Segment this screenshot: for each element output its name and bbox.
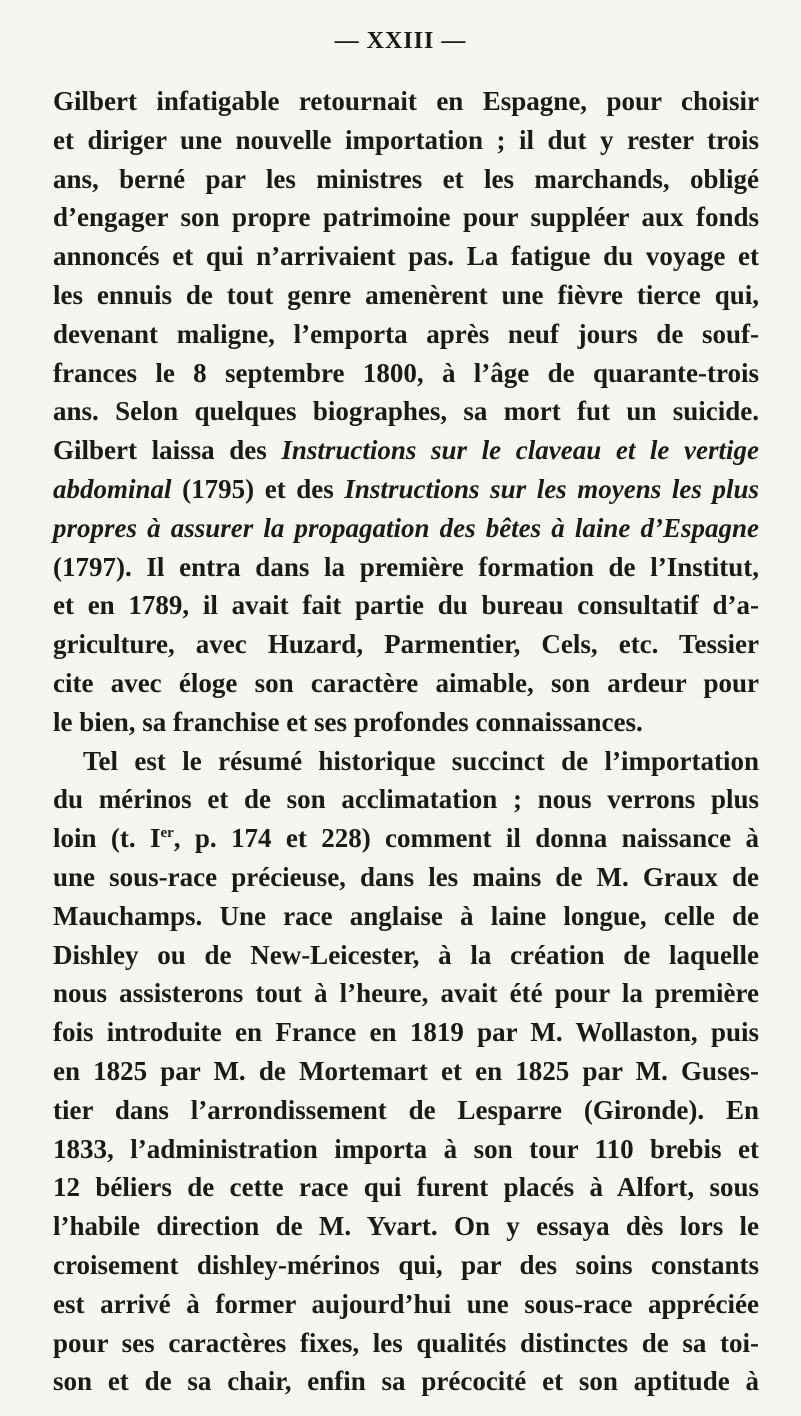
text-segment: annoncés et qui n’arrivaient pas. La fatigue du voyage et (53, 241, 759, 272)
text-line (53, 315, 759, 354)
text-segment: frances le 8 septembre 1800, à l’âge de quarante-trois (53, 357, 759, 388)
text-line (53, 1168, 759, 1207)
text-segment: d’engager son propre patrimoine pour suppléer aux fonds (53, 202, 759, 233)
text-segment: croisement dishley-mérinos qui, par des soins constants (53, 1249, 759, 1280)
text-line (53, 819, 759, 858)
text-segment: l’habile direction de M. Yvart. On y essaya dès lors le (53, 1211, 759, 1242)
text-line (53, 354, 759, 393)
page-number: — XXIII — (334, 28, 467, 54)
text-line (53, 664, 759, 703)
italic-title: Instructions sur le claveau et le vertige (281, 435, 759, 466)
text-segment: en 1825 par M. de Mortemart et en 1825 par M. Guses- (53, 1055, 759, 1086)
text-segment: ans. Selon quelques biographes, sa mort fut un suicide. (53, 396, 759, 427)
text-line (53, 1052, 759, 1091)
text-line (53, 1246, 759, 1285)
text-line (53, 121, 759, 160)
italic-title: Instructions sur les moyens les plus (344, 473, 760, 504)
text-segment: son et de sa chair, enfin sa précocité et son aptitude à (53, 1366, 759, 1397)
text-line (53, 1362, 759, 1401)
text-segment: cite avec éloge son caractère aimable, son ardeur pour (53, 667, 759, 698)
text-line (53, 160, 759, 199)
text-segment: pour ses caractères fixes, les qualités distinctes de sa toi- (53, 1327, 759, 1358)
text-segment: , p. 174 et 228) comment il donna naissance à (173, 823, 759, 854)
text-line (53, 1013, 759, 1052)
text-segment: Tel est le résumé historique succinct de l’importation (83, 745, 759, 776)
text-segment: Gilbert laissa des (53, 435, 282, 466)
text-line (53, 276, 759, 315)
text-line (53, 625, 759, 664)
text-segment: ans, berné par les ministres et les marchands, obligé (53, 163, 759, 194)
text-line (53, 237, 759, 276)
text-line (53, 1091, 759, 1130)
text-segment: griculture, avec Huzard, Parmentier, Cels, etc. Tessier (53, 629, 759, 660)
text-line (53, 509, 759, 548)
text-line (53, 742, 759, 781)
text-line (53, 897, 759, 936)
text-line (53, 1324, 759, 1363)
text-segment: une sous-race précieuse, dans les mains de M. Graux de (53, 861, 759, 892)
text-line (53, 780, 759, 819)
text-segment: Mauchamps. Une race anglaise à laine longue, celle de (53, 900, 759, 931)
text-line (53, 470, 759, 509)
text-line (53, 82, 759, 121)
text-segment: Gilbert infatigable retournait en Espagne, pour choisir (53, 86, 759, 116)
text-line (53, 936, 759, 975)
text-line (53, 858, 759, 897)
italic-title: propres à assurer la propagation des bêtes à laine d’Espagne (53, 512, 759, 543)
text-segment: 1833, l’administration importa à son tour 110 brebis et (53, 1133, 759, 1164)
text-segment: est arrivé à former aujourd’hui une sous-race appréciée (53, 1288, 759, 1319)
body-text (53, 82, 759, 1401)
text-segment: Dishley ou de New-Leicester, à la création de laquelle (53, 939, 759, 970)
text-line (53, 974, 759, 1013)
text-segment: le bien, sa franchise et ses profondes connaissances. (53, 706, 643, 737)
text-line (53, 586, 759, 625)
superscript: er (160, 825, 174, 842)
text-line (53, 392, 759, 431)
text-segment: nous assisterons tout à l’heure, avait été pour la première (53, 978, 759, 1009)
text-segment: devenant maligne, l’emporta après neuf jours de souf- (53, 318, 759, 349)
italic-title: abdominal (53, 473, 172, 504)
text-segment: 12 béliers de cette race qui furent placés à Alfort, sous (53, 1172, 759, 1203)
text-line (53, 1207, 759, 1246)
text-line (53, 1130, 759, 1169)
text-segment: (1797). Il entra dans la première formation de l’Institut, (53, 551, 759, 582)
text-segment: (1795) et des (171, 473, 345, 504)
text-segment: et diriger une nouvelle importation ; il dut y rester trois (53, 124, 759, 155)
text-line (53, 548, 759, 587)
text-line (53, 431, 759, 470)
text-segment: et en 1789, il avait fait partie du bureau consultatif d’a- (53, 590, 759, 621)
text-line (53, 1285, 759, 1324)
text-segment: du mérinos et de son acclimatation ; nous verrons plus (53, 784, 759, 815)
text-segment: fois introduite en France en 1819 par M. Wollaston, puis (53, 1017, 759, 1048)
text-segment: tier dans l’arrondissement de Lesparre (Gironde). En (53, 1094, 759, 1125)
text-segment: loin (t. I (53, 823, 161, 854)
text-line (53, 703, 759, 742)
text-line (53, 198, 759, 237)
text-segment: les ennuis de tout genre amenèrent une fièvre tierce qui, (53, 279, 759, 310)
